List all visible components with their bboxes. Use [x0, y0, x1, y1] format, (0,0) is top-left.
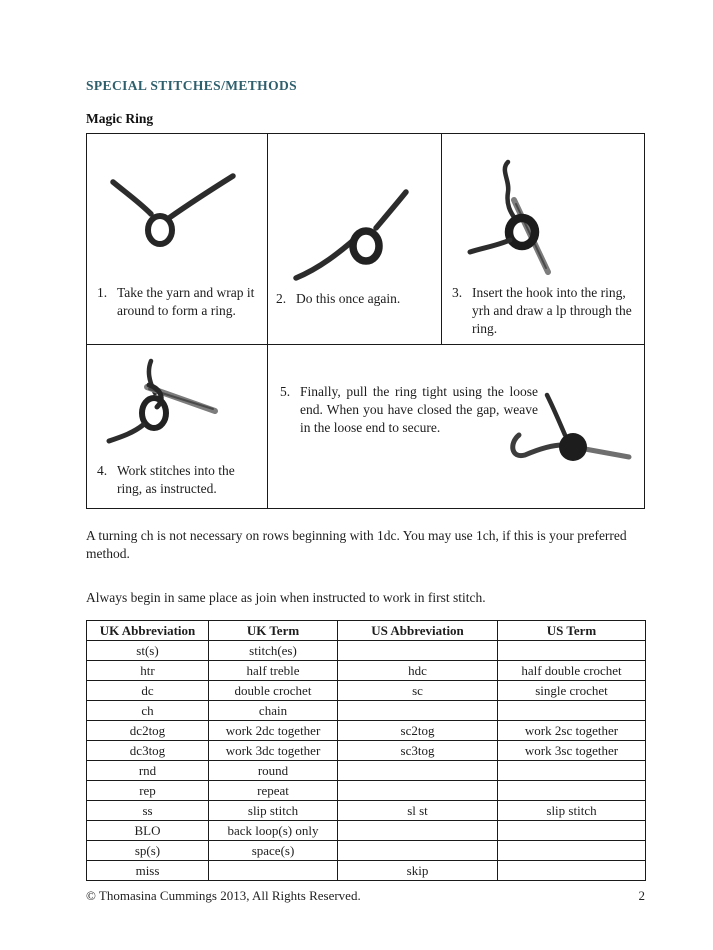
- table-cell: back loop(s) only: [209, 821, 338, 841]
- table-cell: [498, 821, 646, 841]
- column-header: US Abbreviation: [338, 621, 498, 641]
- magic-ring-row-2: [87, 345, 644, 508]
- table-cell: [338, 761, 498, 781]
- table-cell: chain: [209, 701, 338, 721]
- table-cell: [338, 701, 498, 721]
- abbreviation-table: [86, 620, 646, 881]
- table-cell: double crochet: [209, 681, 338, 701]
- table-row: [87, 781, 646, 801]
- table-row: [87, 721, 646, 741]
- table-cell: [338, 641, 498, 661]
- table-cell: dc3tog: [87, 741, 209, 761]
- step-number: 5.: [280, 384, 291, 399]
- hook-inserted-in-ring-photo: [464, 154, 624, 294]
- step-text: [280, 383, 538, 437]
- table-cell: dc2tog: [87, 721, 209, 741]
- table-cell: work 3dc together: [209, 741, 338, 761]
- table-cell: work 2dc together: [209, 721, 338, 741]
- yarn-wrapped-twice-photo: [284, 176, 424, 291]
- table-row: [87, 841, 646, 861]
- magic-ring-table: [86, 133, 645, 509]
- table-cell: single crochet: [498, 681, 646, 701]
- step-text: [276, 290, 438, 308]
- table-cell: stitch(es): [209, 641, 338, 661]
- magic-ring-step-3-cell: [442, 134, 644, 344]
- step-text: [97, 462, 261, 498]
- abbreviation-table-body: [87, 641, 646, 881]
- page-content: [86, 0, 645, 881]
- table-cell: round: [209, 761, 338, 781]
- section-title: Magic Ring: [86, 111, 154, 126]
- table-cell: work 2sc together: [498, 721, 646, 741]
- ring-pulled-tight-photo: [505, 387, 641, 497]
- step-instruction: Take the yarn and wrap it around to form a ring.: [117, 285, 255, 318]
- table-cell: sl st: [338, 801, 498, 821]
- table-row: [87, 661, 646, 681]
- step-number: 3.: [452, 285, 463, 300]
- table-cell: sc3tog: [338, 741, 498, 761]
- column-header: US Term: [498, 621, 646, 641]
- magic-ring-step-4-cell: [87, 345, 268, 508]
- magic-ring-step-5-cell: [268, 345, 644, 508]
- paragraph-turning-chain: A turning ch is not necessary on rows beginning with 1dc. You may use 1ch, if this is your preferred method.: [86, 528, 627, 561]
- table-cell: ch: [87, 701, 209, 721]
- table-cell: htr: [87, 661, 209, 681]
- step-text: [452, 284, 634, 338]
- table-row: [87, 761, 646, 781]
- yarn-wrapped-into-ring-photo: [101, 166, 251, 278]
- table-cell: [498, 641, 646, 661]
- step-instruction: Finally, pull the ring tight using the loose end. When you have closed the gap, weave in the loose end to secure.: [300, 384, 538, 435]
- table-cell: work 3sc together: [498, 741, 646, 761]
- table-cell: [338, 821, 498, 841]
- step-number: 1.: [97, 285, 108, 300]
- table-cell: space(s): [209, 841, 338, 861]
- step-instruction: Do this once again.: [296, 291, 401, 306]
- column-header: UK Abbreviation: [87, 621, 209, 641]
- table-cell: [338, 841, 498, 861]
- table-cell: sp(s): [87, 841, 209, 861]
- table-cell: rnd: [87, 761, 209, 781]
- step-text: [97, 284, 263, 320]
- table-cell: slip stitch: [498, 801, 646, 821]
- page-title: SPECIAL STITCHES/METHODS: [86, 78, 298, 93]
- table-row: [87, 681, 646, 701]
- paragraph-first-stitch: Always begin in same place as join when instructed to work in first stitch.: [86, 590, 486, 605]
- table-cell: miss: [87, 861, 209, 881]
- column-header: UK Term: [209, 621, 338, 641]
- table-cell: dc: [87, 681, 209, 701]
- table-cell: [498, 701, 646, 721]
- table-cell: skip: [338, 861, 498, 881]
- magic-ring-row-1: [87, 134, 644, 345]
- table-row: [87, 801, 646, 821]
- table-row: [87, 641, 646, 661]
- step-number: 4.: [97, 463, 108, 478]
- table-cell: [498, 861, 646, 881]
- stitches-worked-into-ring-photo: [95, 353, 255, 453]
- magic-ring-step-1-cell: [87, 134, 268, 344]
- table-cell: half double crochet: [498, 661, 646, 681]
- table-cell: half treble: [209, 661, 338, 681]
- table-cell: st(s): [87, 641, 209, 661]
- table-cell: ss: [87, 801, 209, 821]
- table-row: [87, 861, 646, 881]
- table-cell: [498, 781, 646, 801]
- table-cell: [498, 761, 646, 781]
- footer-copyright: © Thomasina Cummings 2013, All Rights Reserved.: [86, 888, 361, 903]
- step-instruction: Work stitches into the ring, as instructed.: [117, 463, 235, 496]
- table-cell: [209, 861, 338, 881]
- abbreviation-table-header: [87, 621, 646, 641]
- magic-ring-step-2-cell: [268, 134, 442, 344]
- table-cell: BLO: [87, 821, 209, 841]
- table-cell: sc2tog: [338, 721, 498, 741]
- table-row: [87, 821, 646, 841]
- table-row: [87, 701, 646, 721]
- table-cell: rep: [87, 781, 209, 801]
- page-footer: [86, 888, 645, 904]
- table-row: [87, 741, 646, 761]
- footer-page-number: 2: [638, 888, 645, 903]
- table-cell: hdc: [338, 661, 498, 681]
- table-cell: [338, 781, 498, 801]
- table-cell: [498, 841, 646, 861]
- step-number: 2.: [276, 291, 287, 306]
- table-cell: sc: [338, 681, 498, 701]
- step-instruction: Insert the hook into the ring, yrh and draw a lp through the ring.: [472, 285, 632, 336]
- table-cell: repeat: [209, 781, 338, 801]
- table-cell: slip stitch: [209, 801, 338, 821]
